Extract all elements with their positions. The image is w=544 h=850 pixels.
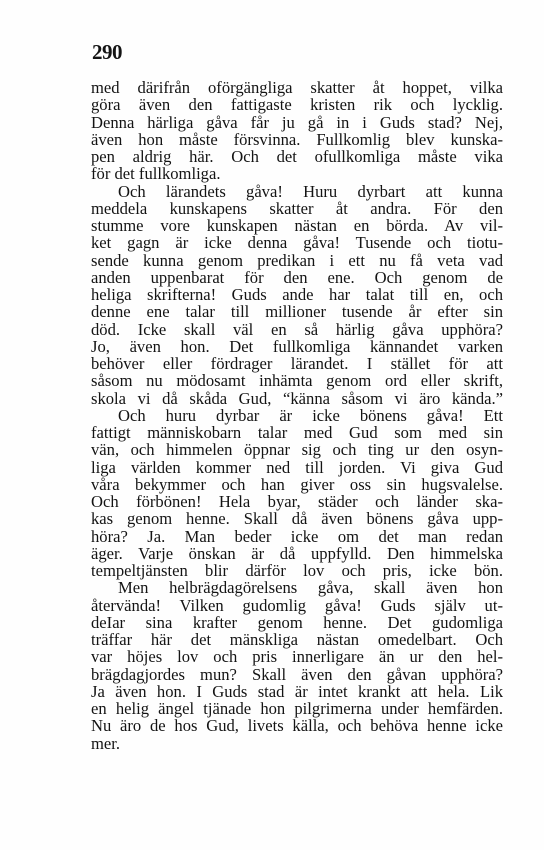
text-line: sende kunna genom predikan i ett nu få veta vad xyxy=(91,250,503,270)
text-line: pen aldrig här. Och det ofullkomliga måste vika xyxy=(91,147,503,166)
text-line: denne ene talar till millioner tusende år efter sin xyxy=(91,302,503,322)
text-line: heliga skrifterna! Guds ande har talat till en, och xyxy=(91,285,503,304)
text-line: såsom nu mödosamt inhämta genom ord eller skrift, xyxy=(91,371,503,391)
text-line: anden uppenbarat för den ene. Och genom de xyxy=(91,267,503,287)
text-line: skola vi då skåda Gud, “känna såsom vi äro kända.” xyxy=(91,388,503,408)
text-line: Jo, även hon. Det fullkomliga kännandet varken xyxy=(91,336,503,356)
text-line: Och huru dyrbar är icke bönens gåva! Ett xyxy=(118,405,503,425)
text-line: vän, och himmelen öppnar sig och ting ur den osyn- xyxy=(91,440,503,460)
text-line: stumme vore kunskapen nästan en börda. Av vil- xyxy=(91,216,503,235)
text-line: behöver eller fördrager lärandet. I stället för att xyxy=(91,354,503,373)
text-line: kas genom henne. Skall då även bönens gåva upp- xyxy=(91,509,503,529)
text-line: Denna härliga gåva får ju gå in i Guds stad? Nej, xyxy=(91,112,503,132)
text-line: Och lärandets gåva! Huru dyrbart att kunna xyxy=(118,181,503,201)
text-line: en helig ängel tjänade hon pilgrimerna under hemfärden. xyxy=(91,699,503,718)
text-line: Ja även hon. I Guds stad är intet krankt att hela. Lik xyxy=(91,681,503,701)
text-line: även hon måste försvinna. Fullkomlig blev kunska- xyxy=(91,129,503,149)
text-line: deIar sina krafter genom henne. Det gudomliga xyxy=(91,612,503,632)
text-line: höra? Ja. Man beder icke om det man redan xyxy=(91,526,503,546)
body-text xyxy=(91,79,503,752)
text-line: med därifrån oförgängliga skatter åt hoppet, vilka xyxy=(91,78,503,97)
text-line: för det fullkomliga. xyxy=(91,164,221,184)
page-number: 290 xyxy=(92,40,122,64)
text-line: brägdagjordes mun? Skall även den gåvan upphöra? xyxy=(91,664,503,684)
text-line: Och förbönen! Hela byar, städer och länder ska- xyxy=(91,492,503,511)
text-line: Nu äro de hos Gud, livets källa, och behöva henne icke xyxy=(91,716,503,736)
text-line: tempeltjänsten blir därför lov och pris, icke bön. xyxy=(91,561,503,580)
text-line: göra även den fattigaste kristen rik och lycklig. xyxy=(91,95,503,115)
text-line: fattigt människobarn talar med Gud som med sin xyxy=(91,423,503,442)
text-line: äger. Varje önskan är då uppfylld. Den himmelska xyxy=(91,543,503,563)
text-line: återvända! Vilken gudomlig gåva! Guds själv ut- xyxy=(91,595,503,615)
text-line: mer. xyxy=(91,733,121,753)
text-line: Men helbrägdagörelsens gåva, skall även hon xyxy=(118,578,503,598)
text-line: död. Icke skall väl en så härlig gåva upphöra? xyxy=(91,319,503,339)
text-line: var höjes lov och pris innerligare än ur den hel- xyxy=(91,647,503,667)
text-line: liga världen kommer ned till jorden. Vi giva Gud xyxy=(91,457,503,477)
text-line: meddela kunskapens skatter åt andra. För den xyxy=(91,198,503,218)
text-line: träffar här det mänskliga nästan omedelbart. Och xyxy=(91,630,503,649)
text-line: våra bekymmer och han giver oss sin hugsvalelse. xyxy=(91,474,503,494)
text-line: ket gagn är icke denna gåva! Tusende och tiotu- xyxy=(91,233,503,253)
